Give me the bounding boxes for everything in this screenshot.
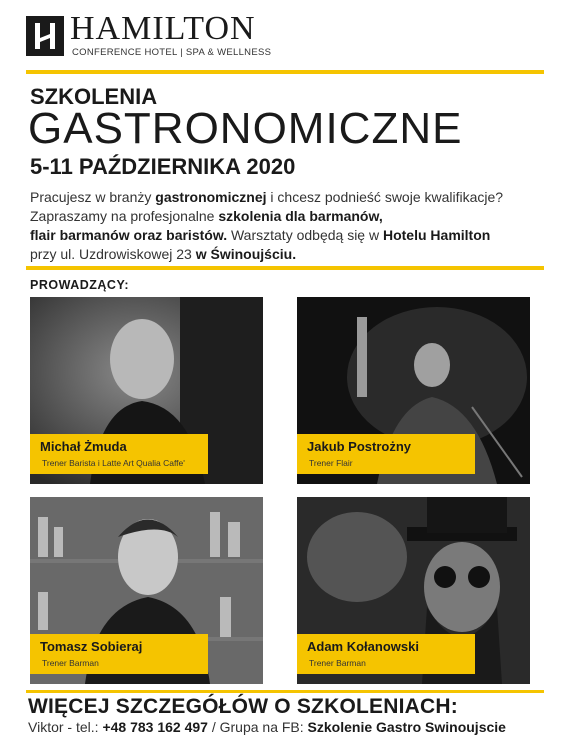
footer-contact: Viktor - tel.: +48 783 162 497 / Grupa na FB: Szkolenie Gastro Swinoujscie [28,719,506,735]
lecturer-card [30,497,263,684]
lecturer-role: Trener Flair [309,458,353,468]
hotel-name: HAMILTON [70,10,256,47]
lecturer-role: Trener Barman [42,658,99,668]
footer-title: WIĘCEJ SZCZEGÓŁÓW O SZKOLENIACH: [28,695,458,718]
lecturer-label [30,634,208,674]
lecturer-label [297,434,475,474]
intro-text: Pracujesz w branży gastronomicznej i chcesz podnieść swoje kwalifikacje? Zapraszamy na profesjonalne szkolenia dla barmanów, flair barmanów oraz baristów. Warsztaty odbędą się w Hotelu Hamilton przy ul. Uzdrowiskowej 23 w Świnoujściu. [30,189,504,262]
hotel-subtitle: CONFERENCE HOTEL | SPA & WELLNESS [72,47,272,58]
event-date: 5-11 PAŹDZIERNIKA 2020 [30,154,296,179]
lecturer-name: Tomasz Sobieraj [40,639,143,654]
lecturer-card [297,297,530,484]
lecturer-role: Trener Barista i Latte Art Qualia Caffe' [42,458,185,468]
lecturer-card [297,497,530,684]
lecturers-heading: PROWADZĄCY: [30,278,130,292]
footer-divider [26,690,544,693]
lecturer-name: Michał Żmuda [40,439,127,454]
hamilton-h-logo-icon [26,16,64,56]
facebook-group[interactable]: Szkolenie Gastro Swinoujscie [307,719,506,735]
lecturer-label [297,634,475,674]
lecturer-role: Trener Barman [309,658,366,668]
top-divider [26,70,544,74]
lecturer-label [30,434,208,474]
lecturer-name: Adam Kołanowski [307,639,419,654]
title-small: SZKOLENIA [30,84,158,109]
middle-divider [26,266,544,270]
title-main: GASTRONOMICZNE [28,104,463,153]
phone-number[interactable]: +48 783 162 497 [102,719,208,735]
lecturer-name: Jakub Postrożny [307,439,412,454]
lecturer-card [30,297,263,484]
